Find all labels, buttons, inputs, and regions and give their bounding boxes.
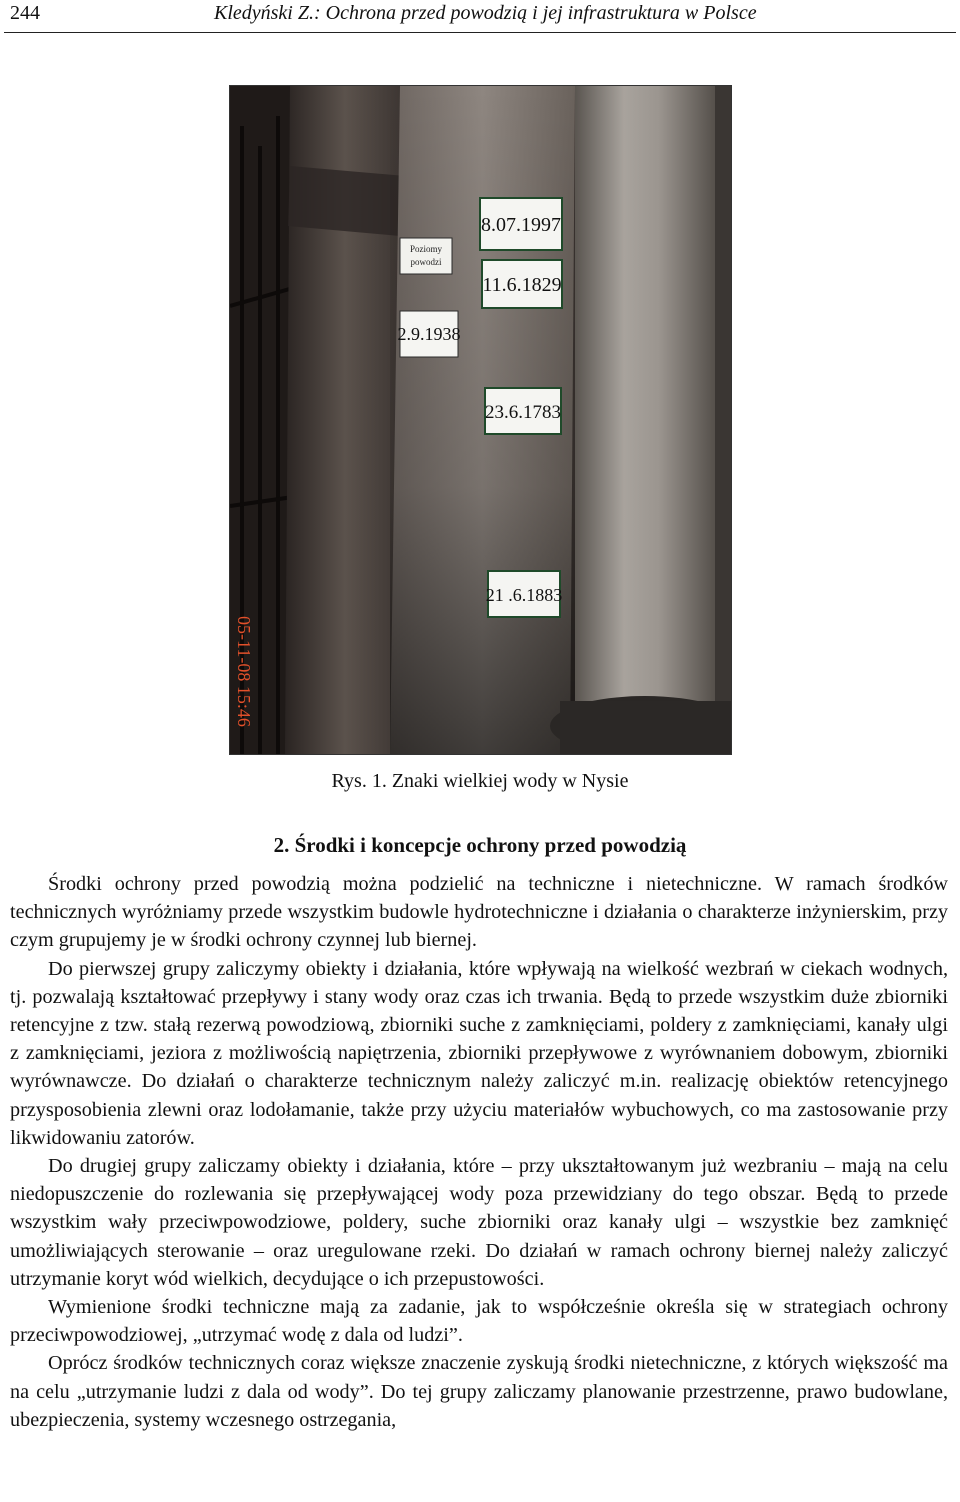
- page-header: [0, 0, 960, 34]
- header-rule: [4, 32, 956, 33]
- plaque-header-line1: Poziomy: [409, 244, 443, 254]
- paragraph: Do pierwszej grupy zaliczymy obiekty i działania, które wpływają na wielkość wezbrań w ciekach wodnych, tj. pozwalają kształtować przepływy i stany wody oraz czas ich trwania. Będą to przede wszystkim duże zbiorniki retencyjne z tzw. stałą rezerwą powodziową, zbiorniki suche z zamknięciami, poldery z zamknięciami, kanały ulgi z zamknięciami, jeziora z możliwością napiętrzenia, zbiorniki przepływowe z wyrównaniem dobowym, zbiorniki wyrównawcze. Do działań o charakterze technicznym należy zaliczyć m.in. realizację obiektów retencyjnego przysposobienia zlewni oraz lodołamanie, także przy użyciu materiałów wybuchowych, co ma zastosowanie przy likwidowaniu zatorów.: [10, 957, 948, 1149]
- flood-marks-photo: [229, 85, 732, 755]
- flood-mark-1997: 8.07.1997: [481, 214, 561, 236]
- flood-mark-1938: 2.9.1938: [397, 324, 461, 344]
- flood-mark-1829: 11.6.1829: [482, 274, 562, 296]
- plaque-header-line2: powodzi: [410, 257, 442, 267]
- photo-timestamp: 05-11-08 15:46: [234, 616, 254, 727]
- paragraph: Środki ochrony przed powodzią można podzielić na techniczne i nietechniczne. W ramach środków technicznych wyróżniamy przede wszystkim budowle hydrotechniczne i działania o charakterze inżynierskim, przy czym grupujemy je w środki ochrony czynnej lub biernej.: [10, 873, 948, 952]
- paragraph: Wymienione środki techniczne mają za zadanie, jak to współcześnie określa się w strategiach ochrony przeciwpowodziowej, „utrzymać wodę z dala od ludzi”.: [10, 1296, 948, 1347]
- figure-caption: Rys. 1. Znaki wielkiej wody w Nysie: [331, 770, 629, 792]
- flood-mark-1783: 23.6.1783: [485, 402, 561, 423]
- paragraph: Oprócz środków technicznych coraz większe znaczenie zyskują środki nietechniczne, z których większość ma na celu „utrzymanie ludzi z dala od wody”. Do tej grupy zaliczamy planowanie przestrzenne, prawo budowlane, ubezpieczenia, systemy wczesnego ostrzegania,: [10, 1352, 948, 1431]
- body-text: [10, 870, 948, 1434]
- flood-mark-1883: 21 .6.1883: [485, 585, 563, 605]
- page-number: 244: [10, 2, 40, 24]
- section-title: 2. Środki i koncepcje ochrony przed powodzią: [273, 833, 687, 857]
- paragraph: Do drugiej grupy zaliczamy obiekty i działania, które – przy ukształtowanym już wezbraniu – mają na celu niedopuszczenie do rozlewania się przepływającej wody poza przewidziany do tego obszar. Będą to przede wszystkim wały przeciwpowodziowe, poldery, suche zbiorniki oraz kanały ulgi – wszystkie bez zamknięć umożliwiających sterowanie – oraz uregulowane rzeki. Do działań w ramach ochrony biernej należy zaliczyć utrzymanie koryt wód wielkich, decydujące o ich przepustowości.: [10, 1155, 948, 1290]
- running-title: Kledyński Z.: Ochrona przed powodzią i jej infrastruktura w Polsce: [214, 2, 757, 24]
- photo-illustration: [230, 86, 731, 754]
